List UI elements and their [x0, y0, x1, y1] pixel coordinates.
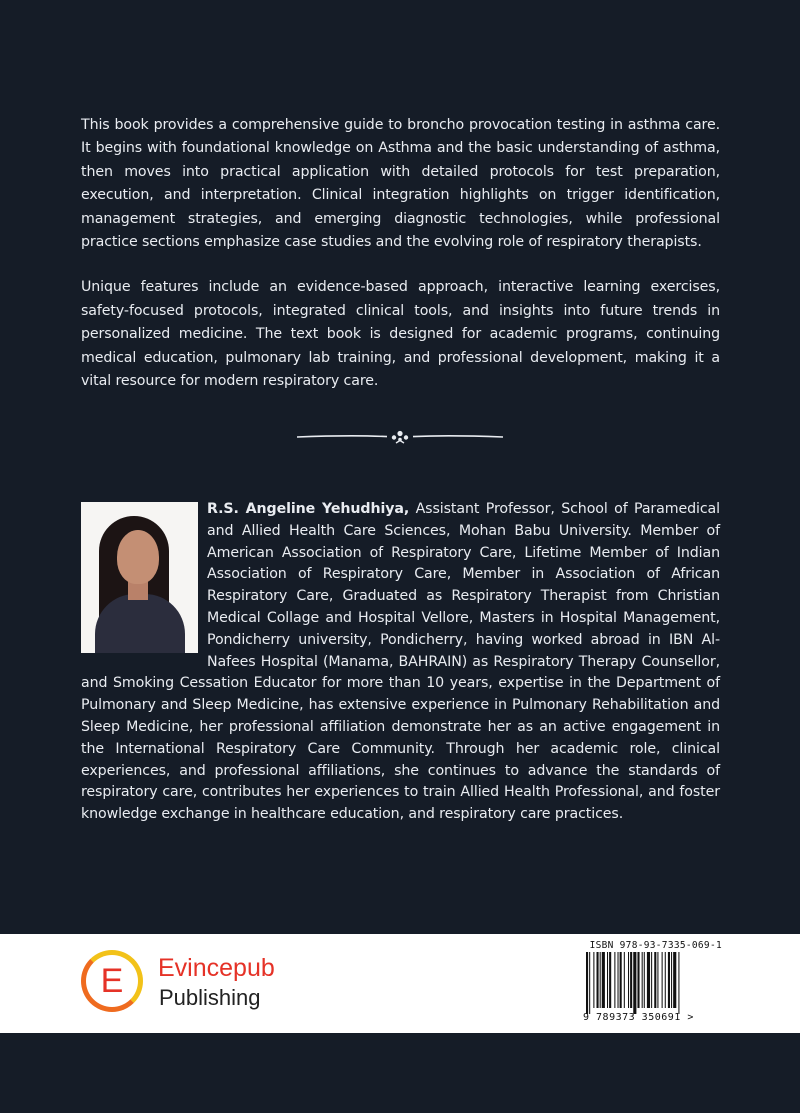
publisher-subtitle: Publishing — [159, 985, 261, 1010]
barcode-digits: 9 789373 350691 > — [583, 1012, 694, 1023]
barcode-bar — [607, 952, 608, 1008]
barcode-bar — [586, 952, 588, 1014]
barcode-bar — [620, 952, 622, 1008]
barcode-bar — [662, 952, 663, 1008]
isbn-label: ISBN 978-93-7335-069-1 — [589, 940, 722, 951]
barcode-bar — [671, 952, 672, 1008]
barcode-bar — [644, 952, 645, 1008]
barcode-bar — [657, 952, 658, 1008]
back-cover-blurb — [81, 114, 720, 415]
logo-letter: E — [100, 962, 124, 1000]
barcode-bar — [642, 952, 643, 1008]
author-bio: Assistant Professor, School of Paramedical and Allied Health Care Sciences, Mohan Babu University. Member of American Association of Respiratory Care, Lifetime Member of Indian Association of Respiratory Care, Member in Association of African Respiratory Care, Graduated as Respiratory Therapist from Christian Medical Collage and Hospital Vellore, Masters in Hospital Management, Pondicherry university, Pondicherry, having worked abroad in IBN Al-Nafees Hospital (Manama, BAHRAIN) as Respiratory Therapy Counsellor, and Smoking Cessation Educator for more than 10 years, expertise in the Department of Pulmonary and Sleep Medicine, has extensive experience in Pulmonary Rehabilitation and Sleep Medicine, her professional affiliation demonstrate her as an active engagement in the International Respiratory Care Community. Through her academic role, clinical experiences, and professional affiliations, she continues to advance the standards of respiratory care, contributes her experiences to train Allied Health Professional, and foster knowledge exchange in healthcare education, and respiratory care practices. — [81, 501, 720, 823]
barcode-bar — [597, 952, 599, 1008]
barcode-bar — [602, 952, 605, 1008]
barcode-bar — [593, 952, 594, 1008]
barcode-bar — [618, 952, 619, 1008]
author-name: R.S. Angeline Yehudhiya, — [207, 501, 410, 517]
barcode-bar — [589, 952, 590, 1014]
barcode — [584, 952, 724, 1014]
barcode-bar — [637, 952, 639, 1008]
barcode-bar — [614, 952, 615, 1008]
ornament-divider-icon — [295, 428, 505, 446]
barcode-bar — [624, 952, 625, 1008]
author-section — [81, 499, 720, 826]
barcode-bar — [678, 952, 679, 1014]
barcode-bar — [665, 952, 666, 1008]
blurb-paragraph-2: Unique features include an evidence-based approach, interactive learning exercises, safety-focused protocols, integrated clinical tools, and insights into future trends in personalized medicine. The text book is designed for academic programs, continuing medical education, pulmonary lab training, and professional development, making it a vital resource for modern respiratory care. — [81, 279, 720, 390]
author-photo — [81, 502, 198, 653]
barcode-bar — [628, 952, 629, 1008]
barcode-bar — [647, 952, 650, 1008]
blurb-paragraph-1: This book provides a comprehensive guide to broncho provocation testing in asthma care. It begins with foundational knowledge on Asthma and the basic understanding of asthma, then moves into practical application with detailed protocols for test preparation, execution, and interpretation. Clinical integration highlights on trigger identification, management strategies, and emerging diagnostic technologies, while professional practice sections emphasize case studies and the evolving role of respiratory therapists. — [81, 117, 720, 251]
evincepub-logo-icon — [81, 950, 143, 1012]
publisher-name: Evincepub — [158, 954, 275, 982]
barcode-bar — [630, 952, 632, 1008]
barcode-bar — [668, 952, 670, 1008]
barcode-bar — [651, 952, 652, 1008]
barcode-bar — [609, 952, 611, 1008]
barcode-bar — [654, 952, 656, 1008]
barcode-bar — [673, 952, 676, 1008]
barcode-bar — [633, 952, 636, 1014]
barcode-bar — [600, 952, 601, 1008]
